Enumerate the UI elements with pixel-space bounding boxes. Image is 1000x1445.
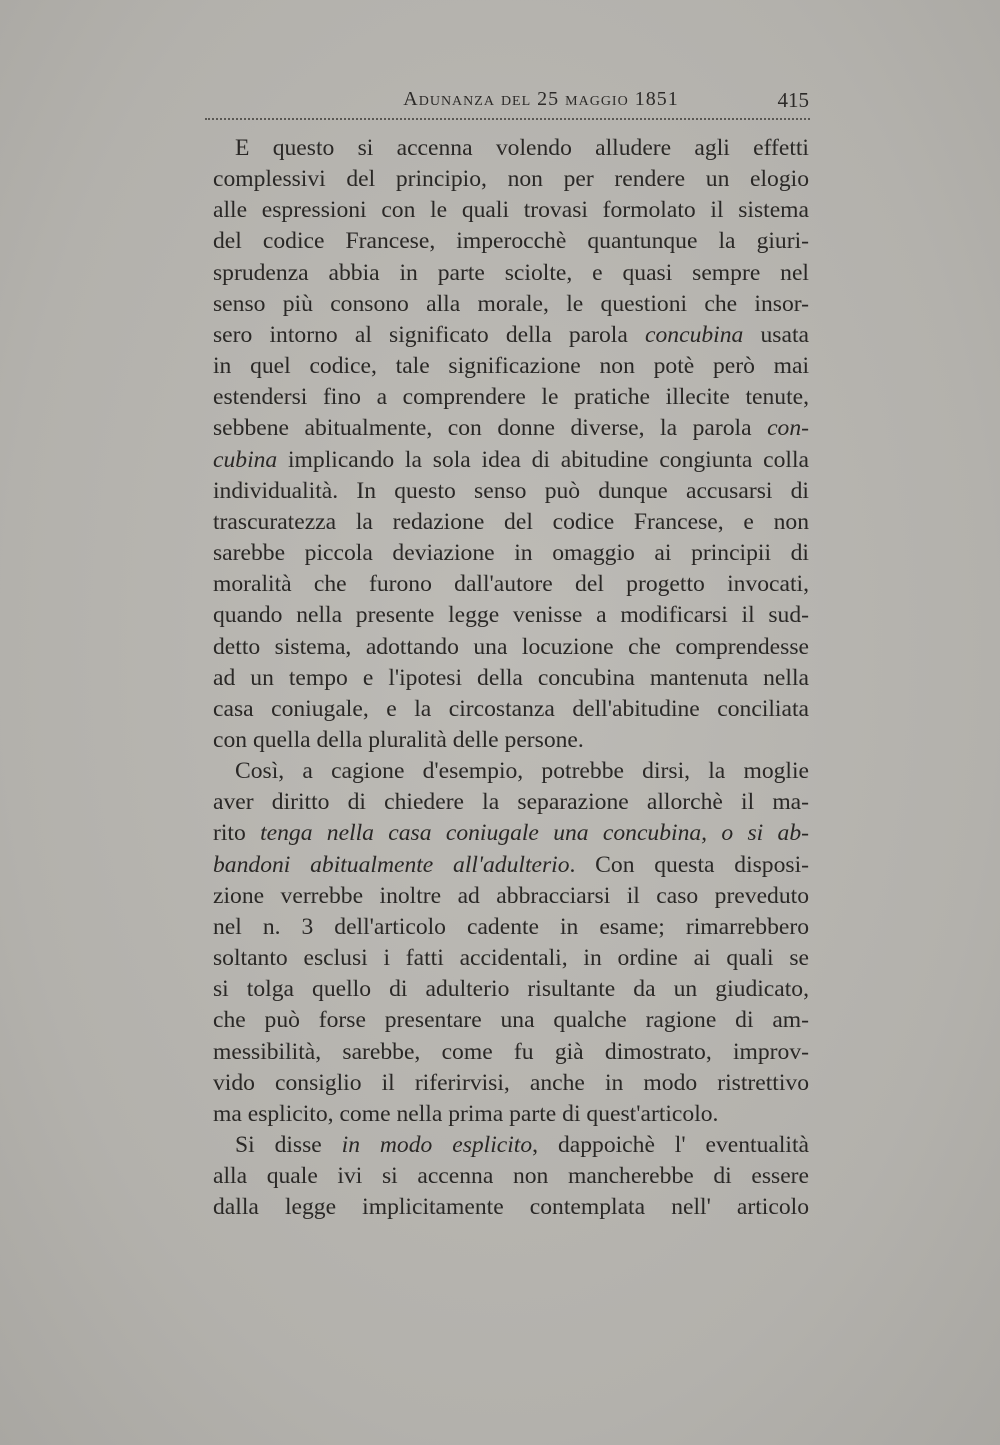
text-line: che può forse presentare una qualche ragione di am- (213, 1007, 809, 1034)
italic-phrase: in modo esplicito (341, 1132, 533, 1158)
text-line: sarebbe piccola deviazione in omaggio ai principii di (213, 540, 809, 567)
text-line: alle espressioni con le quali trovasi formolato il sistema (213, 197, 809, 224)
text-line: detto sistema, adottando una locuzione che comprendesse (213, 633, 809, 660)
text-line: vido consiglio il riferirvisi, anche in modo ristrettivo (213, 1069, 809, 1096)
running-title: Adunanza del 25 maggio 1851 (403, 88, 679, 110)
italic-term: con- (767, 415, 809, 442)
text-segment: Si disse (235, 1132, 342, 1158)
text-line: estendersi fino a comprendere le pratiche illecite tenute, (213, 384, 809, 411)
text-line: con quella della pluralità delle persone. (213, 726, 584, 753)
text-line: sprudenza abbia in parte sciolte, e quasi sempre nel (213, 259, 809, 286)
header-rule (205, 118, 810, 120)
text-line: casa coniugale, e la circostanza dell'abitudine conciliata (213, 695, 809, 722)
paragraph-3 (213, 1130, 809, 1223)
text-line (213, 320, 809, 351)
text-line: dalla legge implicitamente contemplata nell' articolo (213, 1194, 809, 1221)
text-line: ad un tempo e l'ipotesi della concubina mantenuta nella (213, 664, 809, 691)
text-line: senso più consono alla morale, le questioni che insor- (213, 290, 809, 317)
text-segment: implicando la sola idea di abitudine congiunta colla (288, 446, 809, 473)
text-line: nel n. 3 dell'articolo cadente in esame; rimarrebbero (213, 913, 809, 940)
text-line (213, 445, 809, 476)
text-segment: rito (213, 820, 261, 847)
text-line: messibilità, sarebbe, come fu già dimostrato, improv- (213, 1038, 809, 1065)
text-segment: sero intorno al significato della parola (213, 321, 646, 348)
text-line: E questo si accenna volendo alludere agli effetti (235, 135, 809, 161)
text-line (213, 850, 809, 881)
body-text (213, 133, 809, 1223)
paragraph-2 (213, 756, 809, 1130)
text-line: individualità. In questo senso può dunque accusarsi di (213, 477, 809, 504)
text-line: zione verrebbe inoltre ad abbracciarsi il caso preveduto (213, 882, 809, 909)
running-head (213, 88, 809, 118)
text-line: Così, a cagione d'esempio, potrebbe dirsi, la moglie (235, 758, 809, 785)
italic-term: concubina (645, 321, 744, 348)
text-line: aver diritto di chiedere la separazione allorchè il ma- (213, 789, 809, 816)
italic-term: cubina (213, 446, 278, 473)
text-line: moralità che furono dall'autore del progetto invocati, (213, 571, 809, 598)
text-line: complessivi del principio, non per rendere un elogio (213, 166, 809, 193)
text-line: si tolga quello di adulterio risultante da un giudicato, (213, 976, 809, 1003)
paragraph-1 (213, 133, 809, 756)
text-line: trascuratezza la redazione del codice Francese, e non (213, 508, 809, 535)
italic-phrase: bandoni abitualmente all'adulterio (213, 851, 570, 878)
text-line: ma esplicito, come nella prima parte di quest'articolo. (213, 1100, 719, 1127)
text-line: soltanto esclusi i fatti accidentali, in ordine ai quali se (213, 945, 809, 972)
page-number: 415 (777, 88, 809, 112)
text-segment: , dappoichè l' eventualità (532, 1132, 809, 1158)
text-line (213, 818, 809, 849)
text-segment: . Con questa disposi- (569, 851, 809, 878)
text-line: quando nella presente legge venisse a modificarsi il sud- (213, 602, 809, 629)
text-segment: usata (743, 321, 809, 348)
text-line: in quel codice, tale significazione non potè però mai (213, 353, 809, 380)
text-line (213, 1130, 809, 1161)
italic-phrase: tenga nella casa coniugale una concubina, o si ab- (260, 820, 809, 847)
text-segment: sebbene abitualmente, con donne diverse, la parola (213, 415, 768, 442)
text-line: alla quale ivi si accenna non mancherebbe di essere (213, 1163, 809, 1190)
text-line (213, 413, 809, 444)
text-line: del codice Francese, imperocchè quantunque la giuri- (213, 228, 809, 255)
